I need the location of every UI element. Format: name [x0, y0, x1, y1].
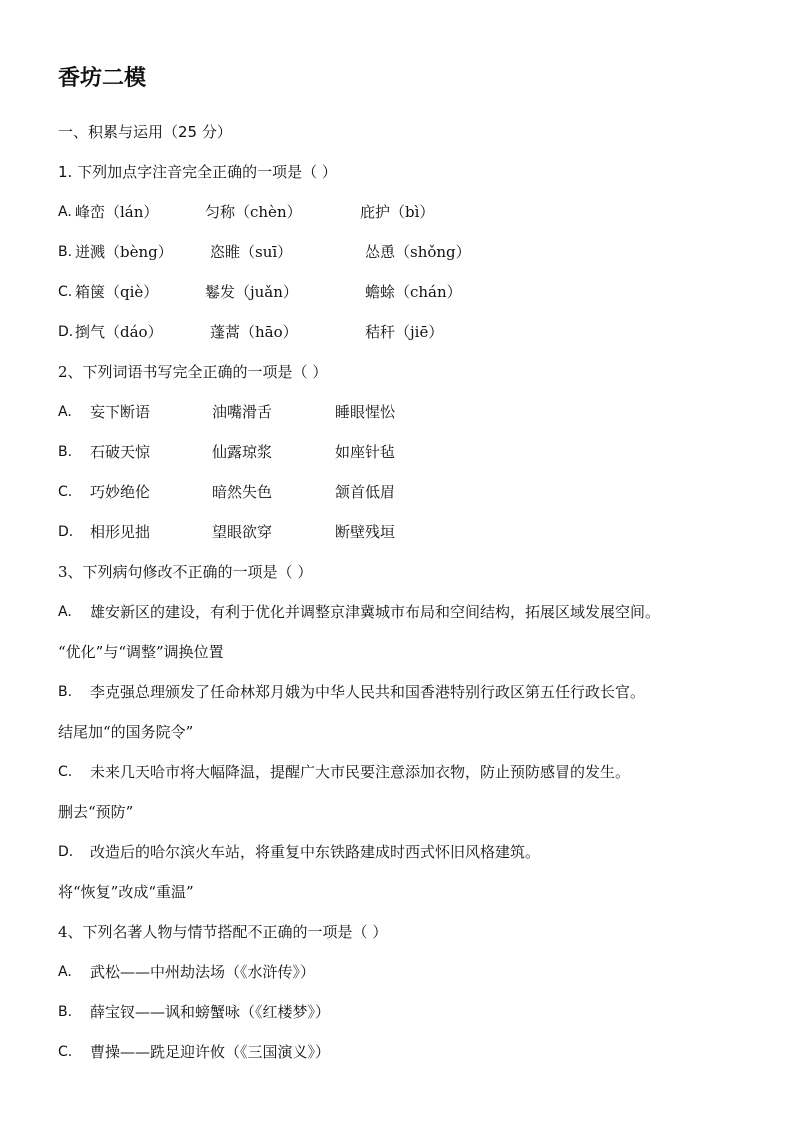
q4-option-b-text: 薛宝钗——讽和螃蟹咏（《红楼梦》）: [90, 1003, 331, 1021]
q2-option-b-label: B.: [58, 444, 73, 460]
q1-option-a-item-3: 庇护（bì）: [360, 203, 435, 221]
q3-option-d-fix: 将“恢复”改成“重温”: [58, 883, 194, 901]
q2-option-c-item-1: 巧妙绝伦: [90, 483, 151, 501]
q1-option-d-item-2: 蓬蒿（hāo）: [210, 323, 298, 341]
q4-option-c-label: C.: [58, 1044, 73, 1060]
q1-option-d-item-3: 秸秆（jiē）: [365, 323, 444, 341]
q2-option-c-item-2: 暗然失色: [212, 483, 273, 501]
q2-option-c-label: C.: [58, 484, 73, 500]
q1-option-c-item-3: 蟾蜍（chán）: [365, 283, 462, 301]
section-heading: 一、积累与运用（25 分）: [58, 123, 232, 141]
q1-option-a-item-1: 峰峦（lán）: [75, 203, 159, 221]
q1-option-c-item-2: 鬈发（juǎn）: [205, 283, 298, 301]
q2-option-d-item-2: 望眼欲穿: [212, 523, 273, 541]
q1-option-b-item-2: 恣睢（suī）: [210, 243, 293, 261]
q1-option-b-item-3: 怂恿（shǒng）: [365, 243, 471, 261]
q1-option-c-label: C.: [58, 284, 73, 300]
q2-option-a-item-2: 油嘴滑舌: [212, 403, 273, 421]
q2-option-d-label: D.: [58, 524, 74, 540]
q1-option-b-item-1: 迸溅（bèng）: [75, 243, 173, 261]
q3-option-c-fix: 删去“预防”: [58, 803, 134, 821]
question-4-stem: 4、下列名著人物与情节搭配不正确的一项是（ ）: [58, 923, 388, 941]
q2-option-b-item-3: 如座针毡: [335, 443, 396, 461]
q4-option-b-label: B.: [58, 1004, 73, 1020]
q1-option-d-label: D.: [58, 324, 74, 340]
q3-option-d-text: 改造后的哈尔滨火车站，将重复中东铁路建成时西式怀旧风格建筑。: [90, 843, 541, 861]
q2-option-a-label: A.: [58, 404, 72, 420]
q3-option-b-text: 李克强总理颁发了任命林郑月娥为中华人民共和国香港特别行政区第五任行政长官。: [90, 683, 646, 701]
page-title: 香坊二模: [58, 66, 147, 91]
question-3-stem: 3、下列病句修改不正确的一项是（ ）: [58, 563, 313, 581]
q4-option-a-label: A.: [58, 964, 72, 980]
q1-option-a-label: A.: [58, 204, 72, 220]
q2-option-c-item-3: 颔首低眉: [335, 483, 396, 501]
q3-option-a-fix: “优化”与“调整”调换位置: [58, 643, 224, 661]
q2-option-d-item-1: 相形见拙: [90, 523, 151, 541]
q3-option-c-label: C.: [58, 764, 73, 780]
q1-option-b-label: B.: [58, 244, 73, 260]
q4-option-c-text: 曹操——跣足迎许攸（《三国演义》）: [90, 1043, 331, 1061]
question-2-stem: 2、下列词语书写完全正确的一项是（ ）: [58, 363, 328, 381]
q2-option-d-item-3: 断壁残垣: [335, 523, 396, 541]
q2-option-b-item-1: 石破天惊: [90, 443, 151, 461]
q3-option-c-text: 未来几天哈市将大幅降温，提醒广大市民要注意添加衣物，防止预防感冒的发生。: [90, 763, 631, 781]
q2-option-b-item-2: 仙露琼浆: [212, 443, 273, 461]
q1-option-c-item-1: 箱箧（qiè）: [75, 283, 159, 301]
q3-option-b-fix: 结尾加“的国务院令”: [58, 723, 194, 741]
question-1-stem: 1. 下列加点字注音完全正确的一项是（ ）: [58, 163, 337, 181]
q1-option-d-item-1: 捯气（dáo）: [75, 323, 163, 341]
q4-option-a-text: 武松——中州劫法场（《水浒传》）: [90, 963, 316, 981]
q1-option-a-item-2: 匀称（chèn）: [205, 203, 302, 221]
q3-option-d-label: D.: [58, 844, 74, 860]
q2-option-a-item-1: 妄下断语: [90, 403, 151, 421]
q3-option-a-text: 雄安新区的建设，有利于优化并调整京津冀城市布局和空间结构，拓展区域发展空间。: [90, 603, 661, 621]
q3-option-a-label: A.: [58, 604, 72, 620]
q3-option-b-label: B.: [58, 684, 73, 700]
q2-option-a-item-3: 睡眼惺忪: [335, 403, 396, 421]
